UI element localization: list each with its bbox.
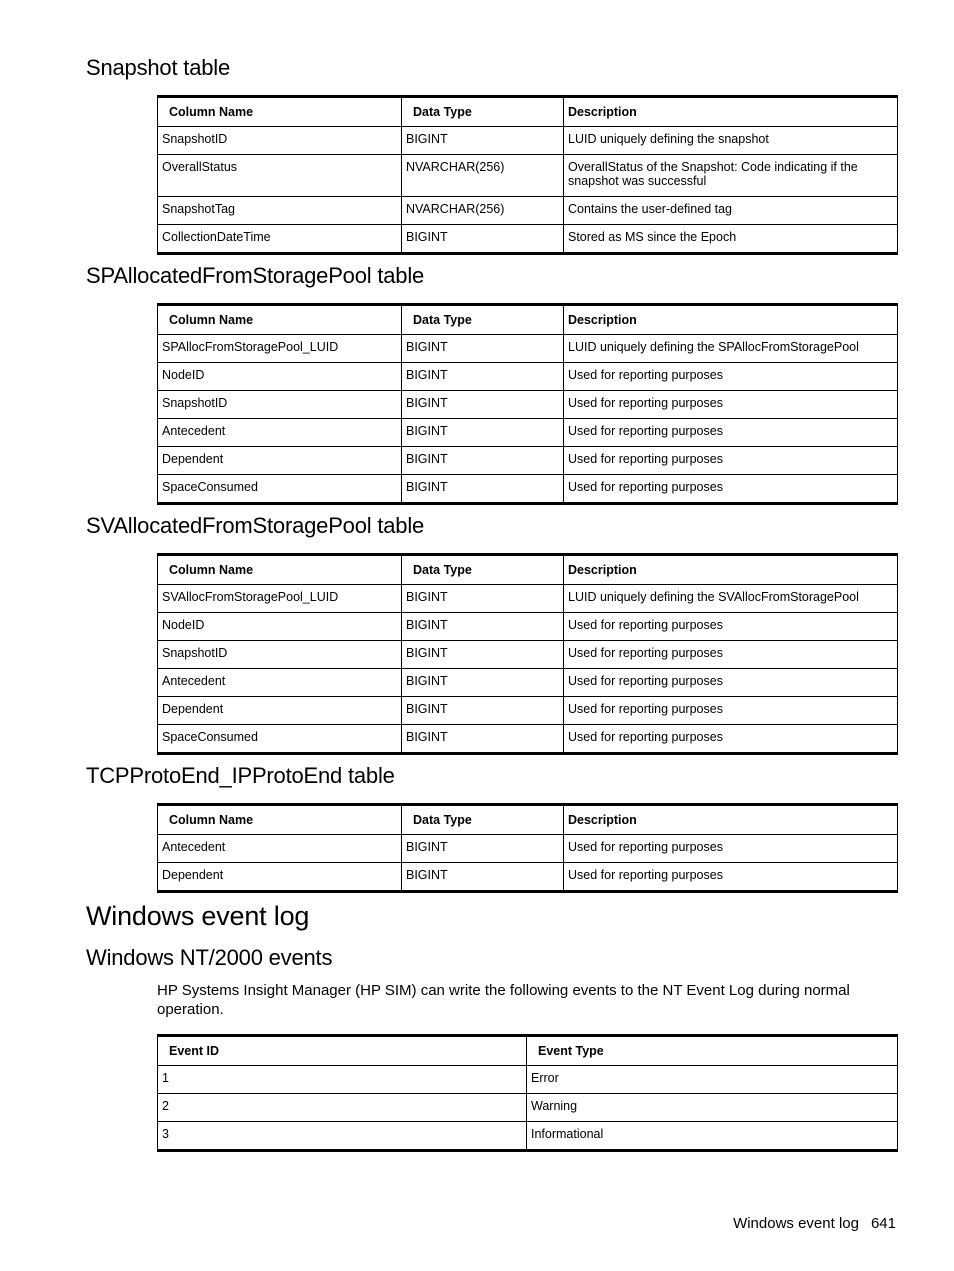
footer-section-name: Windows event log — [733, 1215, 859, 1232]
section-title-svalloc: SVAllocatedFromStoragePool table — [86, 513, 425, 538]
table-cell: Warning — [527, 1094, 898, 1122]
table-cell: Used for reporting purposes — [564, 613, 898, 641]
section-title-windows-nt-events: Windows NT/2000 events — [86, 945, 333, 970]
table-cell: OverallStatus — [158, 155, 402, 197]
table-cell: LUID uniquely defining the snapshot — [564, 127, 898, 155]
table-header-row — [158, 305, 898, 335]
table-cell: Contains the user-defined tag — [564, 197, 898, 225]
snapshot-table — [157, 95, 898, 255]
table-cell: Used for reporting purposes — [564, 863, 898, 892]
table-cell: Used for reporting purposes — [564, 725, 898, 754]
table-cell: LUID uniquely defining the SVAllocFromStoragePool — [564, 585, 898, 613]
table-cell: BIGINT — [402, 835, 564, 863]
table-cell: BIGINT — [402, 363, 564, 391]
table-cell: Used for reporting purposes — [564, 697, 898, 725]
table-cell: Antecedent — [158, 669, 402, 697]
column-header: Column Name — [158, 555, 402, 585]
table-row — [158, 127, 898, 155]
table-cell: BIGINT — [402, 641, 564, 669]
table-cell: BIGINT — [402, 669, 564, 697]
table-row — [158, 197, 898, 225]
page-number: 641 — [870, 1215, 896, 1232]
table-row — [158, 391, 898, 419]
table-cell: Antecedent — [158, 419, 402, 447]
column-header: Column Name — [158, 305, 402, 335]
table-cell: Stored as MS since the Epoch — [564, 225, 898, 254]
table-cell: 1 — [158, 1066, 527, 1094]
table-cell: Used for reporting purposes — [564, 391, 898, 419]
column-header: Description — [564, 97, 898, 127]
table-cell: CollectionDateTime — [158, 225, 402, 254]
table-row — [158, 419, 898, 447]
column-header: Column Name — [158, 97, 402, 127]
table-cell: BIGINT — [402, 585, 564, 613]
table-cell: SPAllocFromStoragePool_LUID — [158, 335, 402, 363]
table-cell: Informational — [527, 1122, 898, 1151]
table-cell: BIGINT — [402, 225, 564, 254]
table-cell: SpaceConsumed — [158, 475, 402, 504]
table-cell: BIGINT — [402, 391, 564, 419]
tcpproto-table — [157, 803, 898, 893]
table-row — [158, 613, 898, 641]
table-header-row — [158, 555, 898, 585]
table-cell: NVARCHAR(256) — [402, 155, 564, 197]
table-row — [158, 475, 898, 504]
table-cell: Dependent — [158, 447, 402, 475]
column-header: Description — [564, 555, 898, 585]
table-cell: SnapshotID — [158, 391, 402, 419]
table-row — [158, 1066, 898, 1094]
table-cell: BIGINT — [402, 697, 564, 725]
table-cell: Used for reporting purposes — [564, 835, 898, 863]
table-cell: Used for reporting purposes — [564, 669, 898, 697]
table-cell: SnapshotID — [158, 641, 402, 669]
column-header: Data Type — [402, 305, 564, 335]
table-cell: BIGINT — [402, 475, 564, 504]
column-header: Data Type — [402, 555, 564, 585]
table-row — [158, 1094, 898, 1122]
page-footer — [733, 1215, 896, 1232]
section-title-spalloc: SPAllocatedFromStoragePool table — [86, 263, 425, 288]
table-row — [158, 155, 898, 197]
spalloc-table — [157, 303, 898, 505]
table-cell: Used for reporting purposes — [564, 475, 898, 504]
table-cell: Used for reporting purposes — [564, 641, 898, 669]
column-header: Data Type — [402, 97, 564, 127]
table-row — [158, 335, 898, 363]
table-cell: Dependent — [158, 863, 402, 892]
table-cell: 2 — [158, 1094, 527, 1122]
column-header: Column Name — [158, 805, 402, 835]
intro-paragraph: HP Systems Insight Manager (HP SIM) can write the following events to the NT Event Log during normal operation. — [157, 982, 850, 1018]
table-row — [158, 585, 898, 613]
table-cell: SnapshotTag — [158, 197, 402, 225]
table-row — [158, 641, 898, 669]
table-cell: LUID uniquely defining the SPAllocFromStoragePool — [564, 335, 898, 363]
events-table — [157, 1034, 898, 1152]
section-title-snapshot: Snapshot table — [86, 55, 230, 80]
table-cell: Error — [527, 1066, 898, 1094]
table-cell: Dependent — [158, 697, 402, 725]
column-header: Event Type — [527, 1036, 898, 1066]
table-cell: NodeID — [158, 363, 402, 391]
table-row — [158, 835, 898, 863]
table-row — [158, 725, 898, 754]
table-header-row — [158, 1036, 898, 1066]
table-row — [158, 697, 898, 725]
table-cell: BIGINT — [402, 335, 564, 363]
section-title-tcpproto: TCPProtoEnd_IPProtoEnd table — [86, 763, 395, 788]
table-cell: BIGINT — [402, 725, 564, 754]
column-header: Event ID — [158, 1036, 527, 1066]
page-title-windows-event-log: Windows event log — [86, 901, 310, 931]
table-cell: Used for reporting purposes — [564, 419, 898, 447]
table-cell: BIGINT — [402, 447, 564, 475]
table-cell: Used for reporting purposes — [564, 363, 898, 391]
table-cell: SnapshotID — [158, 127, 402, 155]
column-header: Description — [564, 305, 898, 335]
table-row — [158, 363, 898, 391]
column-header: Data Type — [402, 805, 564, 835]
table-row — [158, 1122, 898, 1151]
table-row — [158, 669, 898, 697]
column-header: Description — [564, 805, 898, 835]
table-cell: Antecedent — [158, 835, 402, 863]
table-cell: BIGINT — [402, 613, 564, 641]
table-cell: BIGINT — [402, 419, 564, 447]
table-cell: OverallStatus of the Snapshot: Code indicating if the snapshot was successful — [564, 155, 898, 197]
table-header-row — [158, 97, 898, 127]
table-row — [158, 225, 898, 254]
table-cell: 3 — [158, 1122, 527, 1151]
table-cell: SVAllocFromStoragePool_LUID — [158, 585, 402, 613]
table-header-row — [158, 805, 898, 835]
table-cell: NVARCHAR(256) — [402, 197, 564, 225]
table-row — [158, 863, 898, 892]
table-cell: SpaceConsumed — [158, 725, 402, 754]
table-cell: NodeID — [158, 613, 402, 641]
table-cell: BIGINT — [402, 863, 564, 892]
svalloc-table — [157, 553, 898, 755]
table-cell: BIGINT — [402, 127, 564, 155]
table-cell: Used for reporting purposes — [564, 447, 898, 475]
table-row — [158, 447, 898, 475]
